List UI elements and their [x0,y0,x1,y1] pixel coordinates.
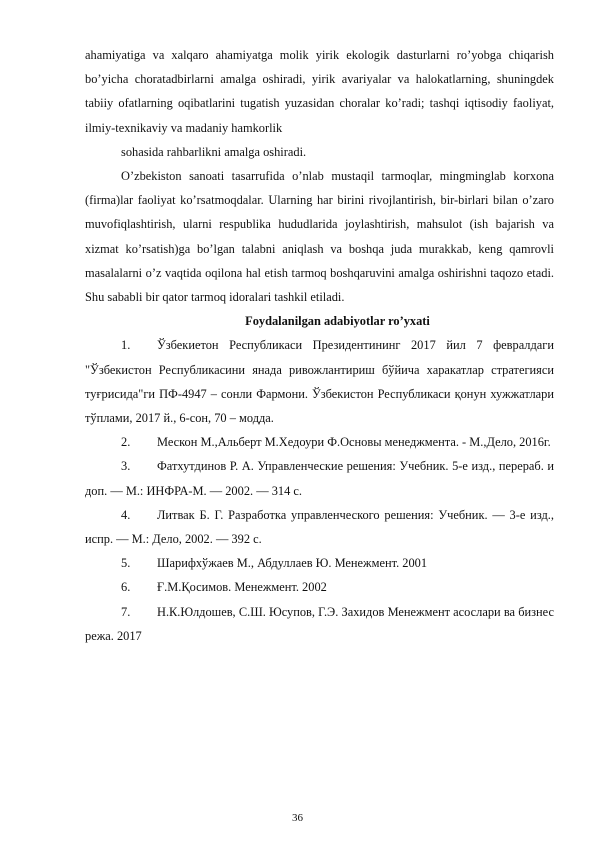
reference-number: 6. [121,580,131,595]
reference-item [85,551,554,575]
page-content [85,43,554,648]
reference-text: Фатхутдинов Р. А. Управленческие решения: Учебник. 5-е изд., перераб. и доп. — М.: ИНФРА-М. — 2002. — 314 с. [85,459,554,498]
reference-number: 2. [121,435,131,450]
reference-text: Литвак Б. Г. Разработка управленческого решения: Учебник. — 3-е изд., испр. — М.: Дело, 2002. — 392 с. [85,507,554,547]
reference-number: 4. [121,507,131,522]
reference-number: 7. [121,604,131,619]
reference-text: Н.К.Юлдошев, С.Ш. Юсупов, Г.Э. Захидов Менежмент асослари ва бизнес режа. 2017 [85,604,554,643]
reference-item [85,600,554,648]
reference-text: Ғ.М.Қосимов. Менежмент. 2002 [157,580,327,595]
reference-number: 3. [121,459,131,474]
reference-item [85,333,554,430]
reference-item [85,575,554,599]
reference-text: Мескон М.,Альберт М.Хедоури Ф.Основы менеджмента. - М.,Дело, 2016г. [157,435,551,450]
paragraph-industry-management: O’zbekiston sanoati tasarrufida o’nlab mustaqil tarmoqlar, mingminglab korxona (firma)lar faoliyat ko’rsatmoqdalar. Ularning har birini rivojlantirish, bir-birlari bilan o’zaro muvofiqlashtirish, ularni respublika hududlarida joylashtirish, mahsulot (ish bajarish va xizmat ko’rsatish)ga bo’lgan talabni aniqlash va boshqa juda murakkab, keng qamrovli masalalarni o’z vaqtida oqilona hal etish tarmoq boshqaruvini amalga oshirishni taqozo etadi. Shu sababli bir qator tarmoq idoralari tashkil etiladi. [85,169,554,305]
paragraph-continuation-tail: sohasida rahbarlikni amalga oshiradi. [121,144,307,159]
reference-text: Шарифхўжаев М., Абдуллаев Ю. Менежмент. 2001 [157,556,428,571]
reference-item [85,454,554,502]
paragraph-continuation: ahamiyatiga va xalqaro ahamiyatga molik yirik ekologik dasturlarni ro’yobga chiqarish bo’yicha choratadbirlarni amalga oshiradi, yirik avariyalar va halokatlarning, shuningdek tabiiy ofatlarning oqibatlarini tugatish yuzasidan choralar ko’radi; tashqi iqtisodiy faoliyat, ilmiy-texnikaviy va madaniy hamkorlik [85,48,554,135]
references-heading: Foydalanilgan adabiyotlar ro’yxati [245,314,430,329]
reference-item [85,503,554,551]
reference-number: 5. [121,556,131,571]
page-number: 36 [292,812,303,824]
reference-item [85,430,554,454]
reference-number: 1. [121,338,131,353]
reference-text: Ўзбекиетон Республикаси Президентининг 2017 йил 7 февралдаги "Ўзбекистон Республикасини янада ривожлантириш бўйича харакатлар стратегияси туғрисида"ги ПФ-4947 – сонли Фармони. Ўзбекистон Республикаси қонун хужжатлари тўплами, 2017 й., 6-сон, 70 – модда. [85,338,554,426]
